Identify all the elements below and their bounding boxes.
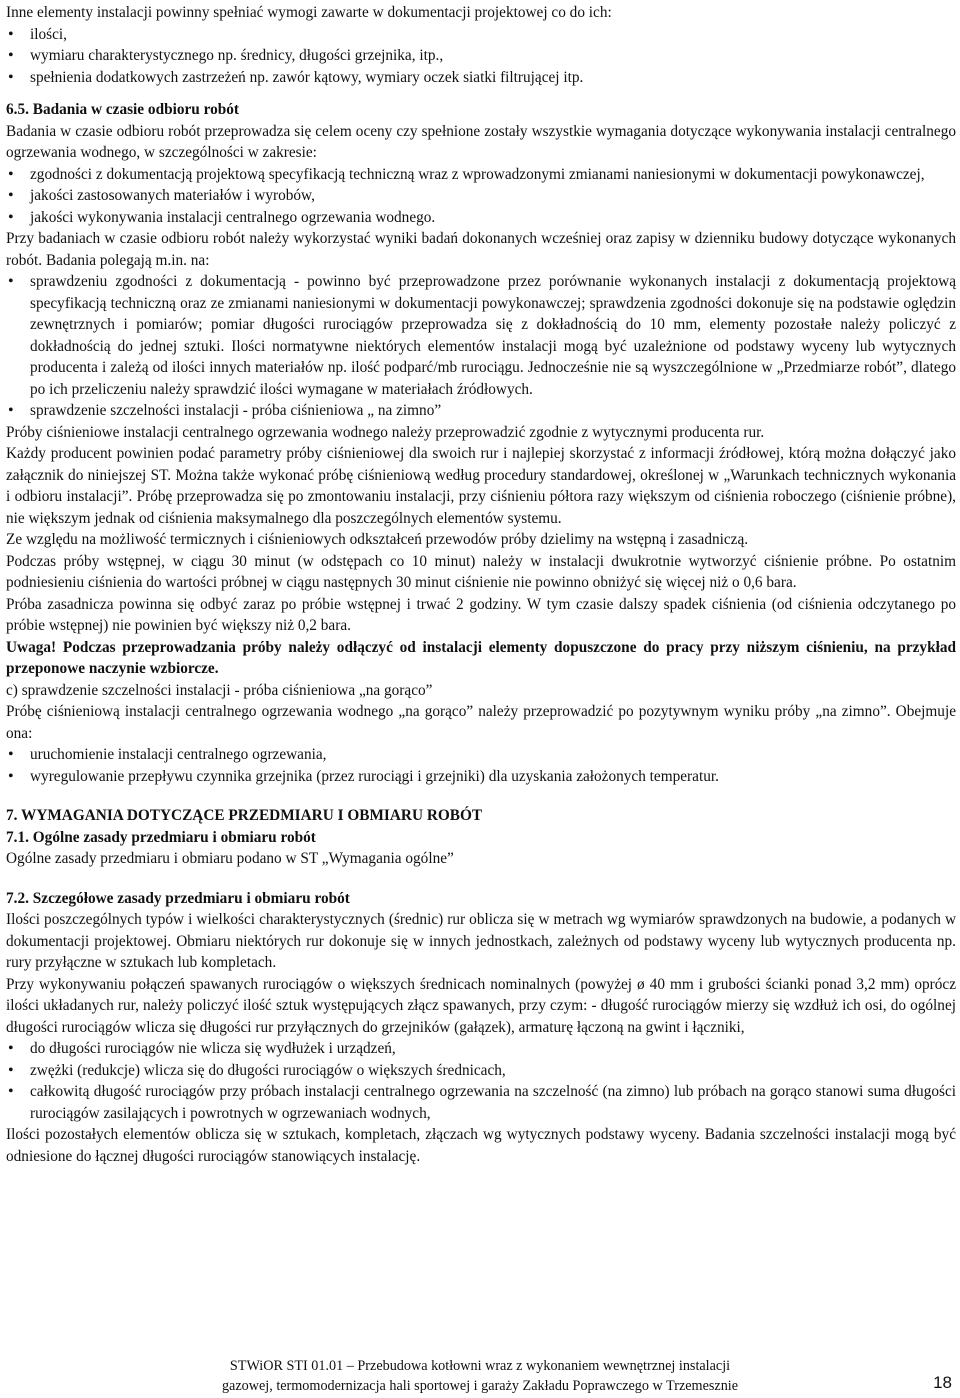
paragraph: Próba zasadnicza powinna się odbyć zaraz po próbie wstępnej i trwać 2 godziny. W tym czasie dalszy spadek ciśnienia (od ciśnienia odczytanego po próbie wstępnej) nie powinien być większy niż 0,2 bara. [6, 595, 956, 634]
paragraph: Ilości pozostałych elementów oblicza się w sztukach, kompletach, złączach wg wytycznych podstawy wyceny. Badania szczelności instalacji mogą być odniesione do łącznej długości rurociągów stanowiących instalację. [6, 1126, 956, 1165]
section-heading-7-2: 7.2. Szczegółowe zasady przedmiaru i obmiaru robót [6, 889, 350, 907]
paragraph: Przy badaniach w czasie odbioru robót należy wykorzystać wyniki badań dokonanych wcześniej oraz zapisy w dzienniku budowy dotyczące wykonanych robót. Badania polegają m.in. na: [6, 230, 956, 269]
section-heading-7-1: 7.1. Ogólne zasady przedmiaru i obmiaru robót [6, 828, 316, 846]
list-item: • jakości wykonywania instalacji centralnego ogrzewania wodnego. [6, 207, 956, 229]
paragraph: Ogólne zasady przedmiaru i obmiaru podano w ST „Wymagania ogólne” [6, 850, 454, 867]
paragraph: Przy wykonywaniu połączeń spawanych rurociągów o większych średnicach nominalnych (powyżej ø 40 mm i grubości ścianki ponad 3,2 mm) oprócz ilości układanych rur, należy policzyć ilość sztuk występujących złącz spawanych, przy czym: - długość rurociągów mierzy się wzdłuż ich osi, do ogólnej długości rurociągów wlicza się długości rur przyłącznych do grzejników (gałązek), armaturę łączoną na gwint i łączniki, [6, 975, 956, 1036]
paragraph: Badania w czasie odbioru robót przeprowadza się celem oceny czy spełnione zostały wszystkie wymagania dotyczące wykonywania instalacji centralnego ogrzewania wodnego, w szczególności w zakresie: [6, 122, 956, 161]
section-heading-6-5: 6.5. Badania w czasie odbioru robót [6, 101, 240, 118]
list-item: • jakości zastosowanych materiałów i wyrobów, [6, 185, 956, 207]
footer-line: STWiOR STI 01.01 – Przebudowa kotłowni wraz z wykonaniem wewnętrznej instalacji [229, 1358, 731, 1374]
page-number: 18 [933, 1373, 952, 1392]
measurement-list [6, 1038, 956, 1124]
hot-test-list [6, 744, 956, 787]
paragraph: Próbę ciśnieniową instalacji centralnego ogrzewania wodnego „na gorąco” należy przeprowadzić po pozytywnym wyniku próby „na zimno”. Obejmuje ona: [6, 703, 956, 742]
list-item: • wymiaru charakterystycznego np. średnicy, długości grzejnika, itp., [6, 45, 956, 67]
scope-list [6, 164, 956, 229]
paragraph: c) sprawdzenie szczelności instalacji - próba ciśnieniowa „na gorąco” [6, 681, 433, 699]
intro-lead: Inne elementy instalacji powinny spełniać wymogi zawarte w dokumentacji projektowej co do ich: [6, 4, 612, 21]
list-item: • wyregulowanie przepływu czynnika grzejnika (przez rurociągi i grzejniki) dla uzyskania założonych temperatur. [6, 766, 956, 788]
footer-line: gazowej, termomodernizacja hali sportowej i garaży Zakładu Poprawczego w Trzemesznie [221, 1378, 739, 1394]
list-item: • całkowitą długość rurociągów przy próbach instalacji centralnego ogrzewania na szczelność (na zimno) lub próbach na gorąco stanowi suma długości rurociągów zasilających i powrotnych w ogrzewaniach wodnych, [6, 1081, 956, 1124]
paragraph: Każdy producent powinien podać parametry próby ciśnieniowej dla swoich rur i najlepiej skorzystać z informacji źródłowej, którą można dołączyć jako załącznik do niniejszej ST. Można także wykonać próbę ciśnieniową według procedury standardowej, określonej w „Warunkach technicznych wykonania i odbioru instalacji”. Próbę przeprowadza się po zmontowaniu instalacji, przy ciśnieniu półtora razy większym od ciśnienia roboczego (ciśnienie próbne), nie większym jednak od ciśnienia maksymalnego dla poszczególnych elementów systemu. [6, 445, 956, 527]
paragraph: Próby ciśnieniowe instalacji centralnego ogrzewania wodnego należy przeprowadzić zgodnie z wytycznymi producenta rur. [6, 423, 765, 441]
paragraph: Podczas próby wstępnej, w ciągu 30 minut (w odstępach co 10 minut) należy w instalacji dwukrotnie wytworzyć ciśnienie próbne. Po ostatnim podniesieniu ciśnienia do wartości próbnej w ciągu następnych 30 minut ciśnienie nie powinno obniżyć się więcej niż o 0,6 bara. [6, 552, 956, 591]
list-item: • zwężki (redukcje) wlicza się do długości rurociągów o większych średnicach, [6, 1060, 956, 1082]
list-item: • uruchomienie instalacji centralnego ogrzewania, [6, 744, 956, 766]
section-heading-7: 7. WYMAGANIA DOTYCZĄCE PRZEDMIARU I OBMIARU ROBÓT [6, 807, 483, 824]
page-footer [0, 1356, 960, 1396]
paragraph: Ze względu na możliwość termicznych i ciśnieniowych odkształceń przewodów próby dzielimy na wstępną i zasadniczą. [6, 531, 749, 548]
warning-paragraph: Uwaga! Podczas przeprowadzania próby należy odłączyć od instalacji elementy dopuszczone do pracy przy niższym ciśnieniu, na przykład przeponowe naczynie wzbiorcze. [6, 638, 956, 677]
list-item: • zgodności z dokumentacją projektową specyfikacją techniczną wraz z wprowadzonymi zmianami naniesionymi w dokumentacji powykonawczej, [6, 164, 956, 186]
document-page [6, 2, 956, 1167]
intro-list [6, 24, 956, 89]
list-item: • ilości, [6, 24, 956, 46]
list-item: • sprawdzenie szczelności instalacji - próba ciśnieniowa „ na zimno” [6, 400, 956, 422]
list-item: • spełnienia dodatkowych zastrzeżeń np. zawór kątowy, wymiary oczek siatki filtrującej itp. [6, 67, 956, 89]
list-item: • do długości rurociągów nie wlicza się wydłużek i urządzeń, [6, 1038, 956, 1060]
checks-list [6, 271, 956, 422]
paragraph: Ilości poszczególnych typów i wielkości charakterystycznych (średnic) rur oblicza się w metrach wg wymiarów sprawdzonych na budowie, a podanych w dokumentacji projektowej. Obmiaru niektórych rur dokonuje się w innych jednostkach, zależnych od podstawy wyceny lub wytycznych producenta np. rury przyłączne w sztukach lub kompletach. [6, 911, 956, 971]
list-item: • sprawdzeniu zgodności z dokumentacją - powinno być przeprowadzone przez porównanie wykonanych instalacji z dokumentacją projektową specyfikacją techniczną oraz ze zmianami naniesionymi w dokumentacji powykonawczej; sprawdzenia zgodności dokonuje się na podstawie oględzin zewnętrznych i pomiarów; pomiar długości rurociągów przeprowadza się z dokładnością do 10 mm, elementy pozostałe należy policzyć z dokładnością do jednej sztuki. Ilości normatywne niektórych elementów instalacji mogą być uzależnione od podstawy wyceny lub wytycznych producenta i zależą od ilości innych materiałów np. ilość podparć/mb rurociągu. Jednocześnie nie są wyszczególnione w „Przedmiarze robót”, dlatego po ich przeliczeniu należy sprawdzić ilości wymagane w materiałach źródłowych. [6, 271, 956, 400]
